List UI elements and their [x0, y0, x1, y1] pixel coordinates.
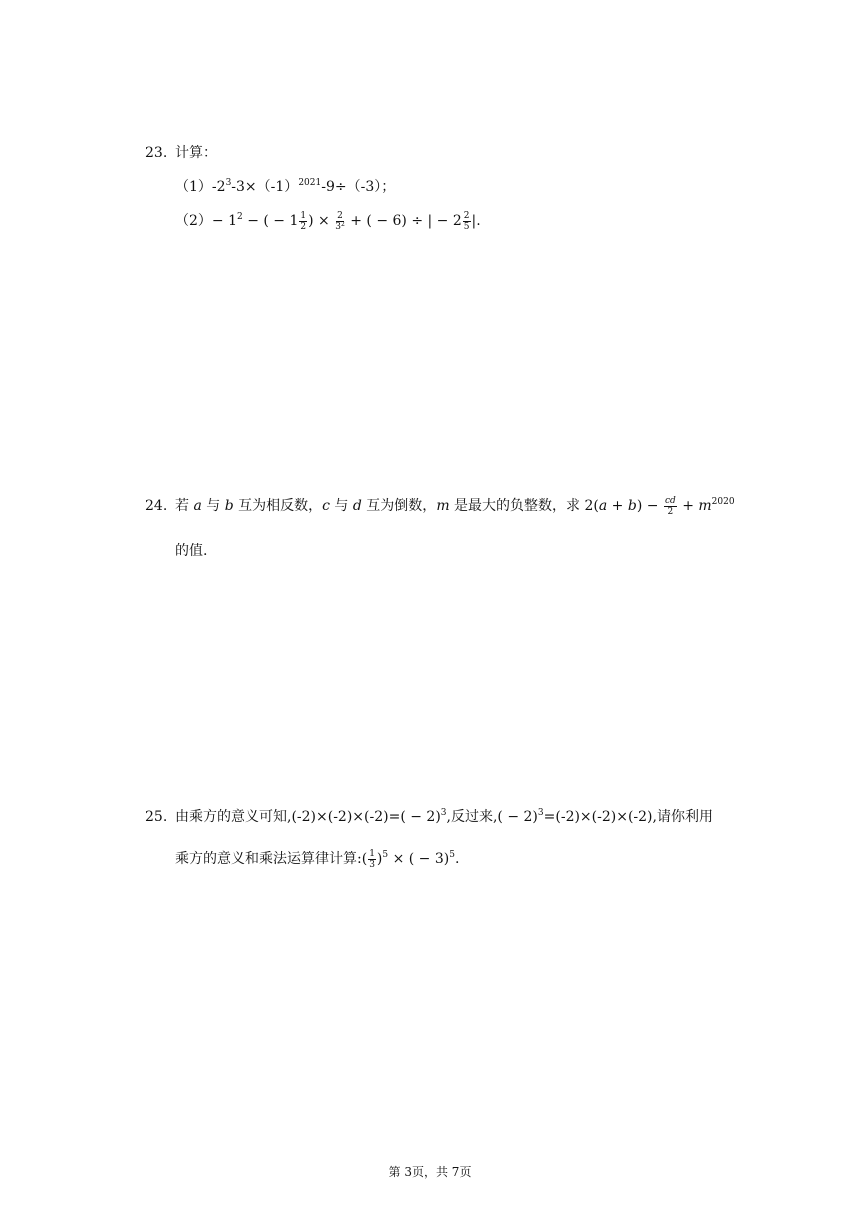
expr-text: +: [607, 498, 628, 514]
fraction-numerator: 2: [463, 210, 470, 221]
expr-text: ) −: [636, 498, 663, 514]
variable: m: [436, 498, 450, 514]
fraction: [368, 849, 376, 870]
question-text: 是最大的负整数，求: [449, 498, 585, 514]
variable: m: [698, 498, 712, 514]
question-23-part-1: [175, 176, 395, 196]
expr-text: +: [677, 498, 699, 514]
fraction-numerator: 1: [369, 848, 375, 859]
question-text: 互为倒数，: [361, 498, 437, 514]
question-23: [145, 142, 217, 162]
variable: c: [322, 498, 330, 514]
question-text: 若: [175, 498, 194, 514]
question-text: 乘方的意义和乘法运算律计算:(: [175, 851, 368, 867]
expr-text: -2: [211, 179, 226, 195]
variable: a: [193, 498, 202, 514]
question-text: 与: [329, 498, 353, 514]
question-text: 由乘方的意义可知,(-2)×(-2)×(-2)=( − 2): [175, 809, 441, 825]
question-prompt: 计算：: [175, 145, 217, 161]
page-footer: 第 3页，共 7页: [388, 1165, 472, 1179]
question-text: ,反过来,( − 2): [446, 809, 538, 825]
question-number: 25.: [145, 809, 168, 825]
variable: d: [352, 498, 362, 514]
expr-text: -9÷（-3）；: [321, 179, 396, 195]
question-24-line-2: 的值.: [175, 543, 208, 559]
fraction: [299, 211, 307, 232]
fraction-denominator: 2: [667, 506, 674, 517]
exponent: 2: [340, 220, 345, 228]
fraction-numerator: 2: [337, 210, 343, 221]
exponent: 5: [449, 850, 455, 860]
expr-text: − 1: [211, 213, 238, 229]
question-text: 与: [201, 498, 225, 514]
expr-text: 2(: [584, 498, 599, 514]
exponent: 3: [537, 808, 544, 818]
question-number: 23.: [145, 145, 168, 161]
question-24: [145, 495, 735, 517]
expr-text: + ( − 6) ÷ | − 2: [345, 213, 462, 229]
question-25: [145, 806, 713, 826]
exponent: 3: [225, 178, 232, 188]
fraction-denominator: 2: [300, 221, 307, 232]
question-text: 互为相反数，: [233, 498, 323, 514]
fraction: [463, 211, 471, 232]
question-number: 24.: [145, 498, 168, 514]
question-25-line-2: [175, 848, 459, 870]
exponent: 2020: [711, 497, 735, 507]
fraction-denominator: 5: [463, 221, 470, 232]
fraction: [664, 496, 677, 517]
expr-text: |.: [471, 213, 481, 229]
exponent: 2: [237, 212, 243, 222]
question-text: =(-2)×(-2)×(-2),请你利用: [543, 809, 713, 825]
expr-text: − ( − 1: [242, 213, 299, 229]
fraction-numerator: 1: [300, 210, 307, 221]
exponent: 2021: [298, 178, 322, 188]
denominator-base: 3: [335, 221, 341, 232]
expr-text: × ( − 3): [388, 851, 450, 867]
part-label: （1）: [175, 179, 212, 195]
variable: b: [627, 498, 637, 514]
exponent: 5: [382, 850, 389, 860]
expr-text: ): [376, 851, 383, 867]
question-23-part-2: [175, 210, 481, 232]
fraction-denominator: [335, 222, 345, 232]
fraction: [335, 211, 345, 232]
exponent: 3: [440, 808, 447, 818]
fraction-numerator: cd: [664, 495, 676, 506]
expr-text: .: [454, 851, 460, 867]
fraction-denominator: 3: [369, 859, 375, 870]
expr-text: ) ×: [308, 213, 335, 229]
part-label: （2）: [175, 213, 212, 229]
variable: b: [224, 498, 234, 514]
expr-text: -3×（-1）: [231, 179, 299, 195]
variable: a: [598, 498, 608, 514]
